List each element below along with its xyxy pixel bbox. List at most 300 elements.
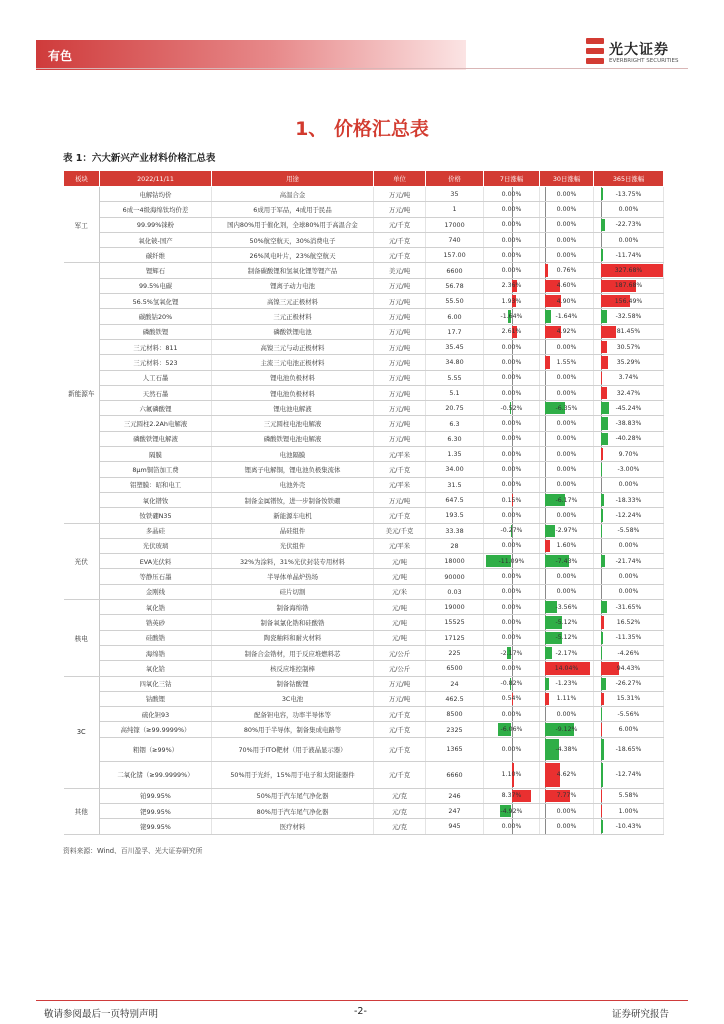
use-cell: 新能源车电机	[212, 508, 374, 523]
table-row	[64, 554, 664, 569]
change-value: -1.23%	[555, 680, 578, 688]
table-row	[64, 523, 664, 538]
change-cell-d30	[540, 355, 594, 370]
use-cell: 制备合金锆材，用于反应堆燃料芯	[212, 645, 374, 660]
price-cell: 31.5	[426, 477, 484, 492]
use-cell: 制备钴酸锂	[212, 676, 374, 691]
change-cell-d365	[594, 600, 664, 615]
price-cell: 5.55	[426, 370, 484, 385]
unit-cell: 万元/吨	[374, 187, 426, 202]
price-cell: 90000	[426, 569, 484, 584]
unit-cell: 万元/吨	[374, 691, 426, 706]
change-cell-d365	[594, 819, 664, 834]
unit-cell: 万元/吨	[374, 416, 426, 431]
unit-cell: 元/吨	[374, 600, 426, 615]
change-value: 1.00%	[618, 807, 639, 815]
change-value: -12.74%	[615, 771, 642, 779]
unit-cell: 万元/吨	[374, 401, 426, 416]
change-cell-d30	[540, 492, 594, 507]
unit-cell: 美元/吨	[374, 263, 426, 278]
header-change-365d: 365日涨幅	[594, 171, 664, 187]
unit-cell: 美元/千克	[374, 523, 426, 538]
price-cell: 246	[426, 788, 484, 803]
change-cell-d365	[594, 416, 664, 431]
change-cell-d30	[540, 232, 594, 247]
change-cell-d7	[484, 676, 540, 691]
change-value: -11.09%	[498, 557, 525, 565]
change-cell-d30	[540, 761, 594, 788]
change-cell-d30	[540, 722, 594, 737]
change-cell-d7	[484, 645, 540, 660]
change-value: 4.92%	[556, 328, 577, 336]
use-cell: 32%为涂料，31%光伏封装专用材料	[212, 554, 374, 569]
change-cell-d30	[540, 401, 594, 416]
footer-disclaimer: 敬请参阅最后一页特别声明	[44, 1009, 159, 1020]
price-cell: 34.00	[426, 462, 484, 477]
change-cell-d7	[484, 187, 540, 202]
use-cell: 高镍三元正极材料	[212, 294, 374, 309]
change-value: 0.00%	[556, 389, 577, 397]
table-row	[64, 569, 664, 584]
unit-cell: 元/米	[374, 584, 426, 599]
unit-cell: 万元/吨	[374, 431, 426, 446]
table-row	[64, 278, 664, 293]
material-name-cell: 99.5%电碳	[100, 278, 212, 293]
change-value: -4.26%	[617, 649, 640, 657]
change-value: -11.35%	[615, 634, 642, 642]
change-cell-d365	[594, 615, 664, 630]
price-cell: 462.5	[426, 691, 484, 706]
change-value: 0.00%	[501, 822, 522, 830]
table-row	[64, 324, 664, 339]
change-cell-d30	[540, 645, 594, 660]
table-row	[64, 187, 664, 202]
change-value: 3.74%	[618, 374, 639, 382]
change-value: 187.68%	[614, 282, 643, 290]
change-cell-d7	[484, 232, 540, 247]
change-cell-d365	[594, 232, 664, 247]
change-value: 9.70%	[618, 450, 639, 458]
unit-cell: 元/千克	[374, 508, 426, 523]
change-value: 0.00%	[618, 236, 639, 244]
material-name-cell: 铑99.95%	[100, 819, 212, 834]
unit-cell: 元/吨	[374, 615, 426, 630]
price-cell: 15525	[426, 615, 484, 630]
use-cell: 三元正极材料	[212, 309, 374, 324]
price-cell: 20.75	[426, 401, 484, 416]
brand-name: 光大证券	[609, 42, 669, 58]
price-cell: 6.3	[426, 416, 484, 431]
change-value: 0.00%	[556, 435, 577, 443]
change-value: 0.00%	[501, 588, 522, 596]
use-cell: 80%用于半导体，制备集成电路等	[212, 722, 374, 737]
unit-cell: 万元/吨	[374, 355, 426, 370]
brand-logo	[586, 36, 696, 72]
change-cell-d365	[594, 691, 664, 706]
price-cell: 6500	[426, 661, 484, 676]
change-value: -2.17%	[555, 649, 578, 657]
use-cell: 国内80%用于催化剂，全球80%用于高温合金	[212, 217, 374, 232]
change-value: -2.97%	[555, 527, 578, 535]
material-name-cell: 铂99.95%	[100, 788, 212, 803]
material-name-cell: 光伏玻璃	[100, 538, 212, 553]
use-cell: 半导体单晶炉热场	[212, 569, 374, 584]
use-cell: 光伏组件	[212, 538, 374, 553]
price-cell: 6600	[426, 263, 484, 278]
price-cell: 193.5	[426, 508, 484, 523]
change-cell-d365	[594, 492, 664, 507]
change-value: 0.00%	[618, 205, 639, 213]
table-row	[64, 645, 664, 660]
table-row	[64, 538, 664, 553]
change-value: 0.00%	[556, 822, 577, 830]
price-cell: 35	[426, 187, 484, 202]
use-cell: 26%风电叶片，23%航空航天	[212, 248, 374, 263]
change-cell-d365	[594, 324, 664, 339]
use-cell: 高温合金	[212, 187, 374, 202]
change-cell-d365	[594, 477, 664, 492]
change-value: -5.12%	[555, 618, 578, 626]
change-value: 0.00%	[556, 511, 577, 519]
material-name-cell: 铝塑膜：昭和电工	[100, 477, 212, 492]
material-name-cell: 锂辉石	[100, 263, 212, 278]
price-cell: 0.03	[426, 584, 484, 599]
change-cell-d365	[594, 370, 664, 385]
unit-cell: 元/克	[374, 788, 426, 803]
change-value: -5.58%	[617, 527, 640, 535]
change-value: 0.00%	[556, 251, 577, 259]
change-value: 0.00%	[501, 236, 522, 244]
change-cell-d7	[484, 722, 540, 737]
change-cell-d30	[540, 707, 594, 722]
price-cell: 1.35	[426, 447, 484, 462]
change-value: -31.65%	[615, 603, 642, 611]
material-name-cell: 56.5%氢氧化锂	[100, 294, 212, 309]
change-cell-d365	[594, 554, 664, 569]
change-value: 6.00%	[618, 726, 639, 734]
price-cell: 24	[426, 676, 484, 691]
price-cell: 225	[426, 645, 484, 660]
change-cell-d30	[540, 385, 594, 400]
change-cell-d365	[594, 355, 664, 370]
material-name-cell: 粗铟（≥99%）	[100, 737, 212, 761]
unit-cell: 元/千克	[374, 232, 426, 247]
change-cell-d30	[540, 477, 594, 492]
price-cell: 1365	[426, 737, 484, 761]
material-name-cell: 金刚线	[100, 584, 212, 599]
change-cell-d7	[484, 462, 540, 477]
use-cell: 制备碳酸锂和氢氧化锂等锂产品	[212, 263, 374, 278]
material-name-cell: 氧化铪	[100, 661, 212, 676]
change-cell-d7	[484, 263, 540, 278]
change-value: 0.00%	[501, 618, 522, 626]
change-cell-d30	[540, 202, 594, 217]
change-cell-d7	[484, 339, 540, 354]
change-cell-d30	[540, 737, 594, 761]
change-cell-d30	[540, 508, 594, 523]
use-cell: 晶硅组件	[212, 523, 374, 538]
change-value: -7.43%	[555, 557, 578, 565]
change-value: 0.00%	[501, 745, 522, 753]
change-value: 0.00%	[501, 221, 522, 229]
unit-cell: 万元/吨	[374, 324, 426, 339]
material-name-cell: 多晶硅	[100, 523, 212, 538]
change-value: 327.68%	[614, 267, 643, 275]
unit-cell: 万元/吨	[374, 676, 426, 691]
change-cell-d365	[594, 676, 664, 691]
change-value: 2.36%	[501, 282, 522, 290]
change-value: 0.00%	[618, 542, 639, 550]
change-value: 0.00%	[501, 481, 522, 489]
price-cell: 34.80	[426, 355, 484, 370]
change-value: 0.00%	[501, 435, 522, 443]
use-cell: 50%用于光纤，15%用于电子和太阳能器件	[212, 761, 374, 788]
material-name-cell: 隔膜	[100, 447, 212, 462]
change-cell-d7	[484, 661, 540, 676]
use-cell: 电池隔膜	[212, 447, 374, 462]
change-cell-d365	[594, 385, 664, 400]
change-cell-d30	[540, 569, 594, 584]
change-value: 0.00%	[556, 221, 577, 229]
change-value: 0.00%	[556, 343, 577, 351]
use-cell: 电池外壳	[212, 477, 374, 492]
change-cell-d30	[540, 462, 594, 477]
unit-cell: 元/克	[374, 819, 426, 834]
brand-subtitle: EVERBRIGHT SECURITIES	[609, 58, 679, 64]
change-cell-d30	[540, 309, 594, 324]
change-value: 14.04%	[554, 664, 579, 672]
change-value: -0.27%	[500, 527, 523, 535]
material-name-cell: 四氧化三钴	[100, 676, 212, 691]
header-date: 2022/11/11	[100, 171, 212, 187]
change-cell-d365	[594, 508, 664, 523]
change-value: 0.00%	[556, 190, 577, 198]
change-value: -18.65%	[615, 745, 642, 753]
table-row	[64, 584, 664, 599]
change-cell-d7	[484, 431, 540, 446]
change-cell-d7	[484, 691, 540, 706]
change-value: 1.93%	[501, 297, 522, 305]
change-cell-d30	[540, 431, 594, 446]
change-value: 0.00%	[501, 267, 522, 275]
change-cell-d7	[484, 324, 540, 339]
change-value: 30.57%	[616, 343, 641, 351]
table-row	[64, 202, 664, 217]
change-cell-d7	[484, 370, 540, 385]
material-name-cell: 海绵锆	[100, 645, 212, 660]
header-banner	[36, 40, 466, 70]
change-cell-d30	[540, 661, 594, 676]
material-name-cell: 8μm铜箔加工费	[100, 462, 212, 477]
change-value: 0.00%	[501, 190, 522, 198]
change-value: 0.00%	[501, 343, 522, 351]
price-cell: 35.45	[426, 339, 484, 354]
header-price: 价格	[426, 171, 484, 187]
table-row	[64, 339, 664, 354]
change-value: 1.55%	[556, 358, 577, 366]
change-value: -26.27%	[615, 680, 642, 688]
table-row	[64, 819, 664, 834]
table-row	[64, 707, 664, 722]
unit-cell: 万元/吨	[374, 339, 426, 354]
unit-cell: 元/千克	[374, 248, 426, 263]
change-cell-d7	[484, 737, 540, 761]
change-cell-d7	[484, 508, 540, 523]
price-cell: 5.1	[426, 385, 484, 400]
change-cell-d7	[484, 761, 540, 788]
change-cell-d365	[594, 309, 664, 324]
change-value: -4.38%	[555, 745, 578, 753]
use-cell: 3C电池	[212, 691, 374, 706]
change-value: 0.00%	[556, 236, 577, 244]
section-title: 1、 价格汇总表	[295, 118, 429, 140]
category-tag: 有色	[48, 49, 73, 63]
change-value: 0.00%	[556, 807, 577, 815]
change-cell-d30	[540, 691, 594, 706]
unit-cell: 元/平米	[374, 538, 426, 553]
change-value: 0.00%	[556, 374, 577, 382]
table-row	[64, 431, 664, 446]
change-cell-d30	[540, 370, 594, 385]
change-cell-d30	[540, 600, 594, 615]
change-value: 0.00%	[556, 205, 577, 213]
change-cell-d30	[540, 803, 594, 818]
change-cell-d30	[540, 324, 594, 339]
price-cell: 247	[426, 803, 484, 818]
price-cell: 28	[426, 538, 484, 553]
change-cell-d365	[594, 737, 664, 761]
price-cell: 647.5	[426, 492, 484, 507]
use-cell: 锂离子动力电池	[212, 278, 374, 293]
change-cell-d365	[594, 569, 664, 584]
material-name-cell: 锆英砂	[100, 615, 212, 630]
change-value: -6.35%	[555, 404, 578, 412]
sector-cell: 其他	[64, 788, 100, 834]
use-cell: 磷酸铁锂电池	[212, 324, 374, 339]
table-row	[64, 309, 664, 324]
header-use: 用途	[212, 171, 374, 187]
price-cell: 19000	[426, 600, 484, 615]
table-row	[64, 630, 664, 645]
change-cell-d365	[594, 584, 664, 599]
change-cell-d365	[594, 462, 664, 477]
change-value: 1.60%	[556, 542, 577, 550]
change-value: -21.74%	[615, 557, 642, 565]
material-name-cell: 六氟磷酸锂	[100, 401, 212, 416]
change-cell-d30	[540, 788, 594, 803]
table-row	[64, 355, 664, 370]
change-cell-d365	[594, 187, 664, 202]
table-row	[64, 370, 664, 385]
use-cell: 陶瓷釉料和耐火材料	[212, 630, 374, 645]
unit-cell: 万元/吨	[374, 385, 426, 400]
price-cell: 6660	[426, 761, 484, 788]
use-cell: 制备氧氯化锆和硅酸锆	[212, 615, 374, 630]
change-cell-d365	[594, 523, 664, 538]
use-cell: 医疗材料	[212, 819, 374, 834]
use-cell: 硅片切割	[212, 584, 374, 599]
change-cell-d30	[540, 819, 594, 834]
change-cell-d365	[594, 202, 664, 217]
sector-cell: 军工	[64, 187, 100, 263]
table-row	[64, 248, 664, 263]
unit-cell: 元/平米	[374, 447, 426, 462]
table-row	[64, 447, 664, 462]
table-row	[64, 492, 664, 507]
unit-cell: 元/千克	[374, 737, 426, 761]
change-cell-d30	[540, 584, 594, 599]
table-row	[64, 385, 664, 400]
change-cell-d365	[594, 431, 664, 446]
change-cell-d7	[484, 278, 540, 293]
change-cell-d7	[484, 538, 540, 553]
change-cell-d7	[484, 788, 540, 803]
change-cell-d7	[484, 447, 540, 462]
change-value: -5.12%	[555, 634, 578, 642]
sector-cell: 核电	[64, 600, 100, 676]
material-name-cell: 二氧化锗（≥99.9999%）	[100, 761, 212, 788]
table-row	[64, 661, 664, 676]
use-cell: 主流三元电池正极材料	[212, 355, 374, 370]
table-row	[64, 676, 664, 691]
header-sector: 板块	[64, 171, 100, 187]
material-name-cell: 三元材料：811	[100, 339, 212, 354]
use-cell: 配备钽电容，功率半导体等	[212, 707, 374, 722]
change-value: 0.00%	[556, 450, 577, 458]
table-row	[64, 263, 664, 278]
header-change-30d: 30日涨幅	[540, 171, 594, 187]
material-name-cell: 氧化锆	[100, 600, 212, 615]
unit-cell: 元/吨	[374, 630, 426, 645]
change-cell-d7	[484, 584, 540, 599]
change-value: 35.29%	[616, 358, 641, 366]
unit-cell: 元/平米	[374, 477, 426, 492]
unit-cell: 万元/吨	[374, 309, 426, 324]
material-name-cell: 钯99.95%	[100, 803, 212, 818]
change-value: 0.00%	[556, 588, 577, 596]
change-cell-d7	[484, 523, 540, 538]
change-value: -22.73%	[615, 221, 642, 229]
change-value: 4.60%	[556, 282, 577, 290]
use-cell: 50%用于汽车尾气净化器	[212, 788, 374, 803]
table-row	[64, 477, 664, 492]
change-value: 81.45%	[616, 328, 641, 336]
change-cell-d7	[484, 492, 540, 507]
change-value: -12.24%	[615, 511, 642, 519]
change-cell-d7	[484, 630, 540, 645]
use-cell: 制备金属镨钕，进一步制备钕铁硼	[212, 492, 374, 507]
page-number: -2-	[354, 1006, 367, 1017]
change-value: 15.31%	[616, 695, 641, 703]
change-cell-d30	[540, 447, 594, 462]
change-value: 0.00%	[501, 251, 522, 259]
table-row	[64, 691, 664, 706]
price-cell: 17000	[426, 217, 484, 232]
unit-cell: 元/千克	[374, 462, 426, 477]
change-value: 0.00%	[501, 710, 522, 718]
table-row	[64, 232, 664, 247]
change-value: -3.56%	[555, 603, 578, 611]
change-value: 4.90%	[556, 297, 577, 305]
change-cell-d365	[594, 278, 664, 293]
use-cell: 锂电池负极材料	[212, 385, 374, 400]
change-value: 0.00%	[556, 465, 577, 473]
change-value: -5.56%	[617, 710, 640, 718]
change-value: -1.64%	[500, 313, 523, 321]
change-cell-d30	[540, 278, 594, 293]
change-value: -1.64%	[555, 313, 578, 321]
change-cell-d365	[594, 401, 664, 416]
